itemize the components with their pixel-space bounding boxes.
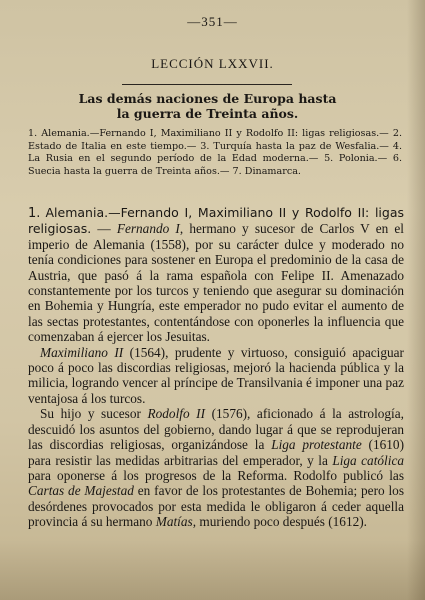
p3-part-a: Su hijo y sucesor	[40, 406, 148, 422]
page-shadow-bottom	[0, 540, 425, 600]
paragraph-2-text: (1564), prudente y virtuoso, consiguió apaciguar poco á poco las discordias religiosas, mejoró la hacienda pública y la milicia, logrando vencer al príncipe de Transilvania é imponer una paz ventajosa á los turcos.	[28, 344, 404, 406]
title-rule	[122, 84, 292, 85]
lesson-summary: 1. Alemania.—Fernando I, Maximiliano II y Rodolfo II: ligas religiosas.— 2. Estado de Italia en este tiempo.— 3. Turquía hasta la paz de Wesfalia.— 4. La Rusia en el segundo período de la Edad moderna.— 5. Polonia.— 6. Suecia hasta la guerra de Treinta años.— 7. Dinamarca.	[28, 128, 402, 177]
heading-dash: —	[91, 221, 111, 237]
paragraph-1	[28, 205, 404, 345]
name-matias: Matías	[155, 514, 193, 530]
subtitle-line-1: Las demás naciones de Europa hasta	[78, 91, 337, 106]
name-maximiliano: Maximiliano II	[40, 344, 124, 360]
p3-part-b: (1576), aficionado á la astrología, descuidó los asuntos del gobierno, dando lugar á que se reprodujeran las discordias religiosas, organizándose la	[28, 406, 404, 453]
paragraph-2	[28, 345, 404, 407]
name-rodolfo: Rodolfo II	[147, 406, 206, 422]
paragraph-1-text: , hermano y sucesor de Carlos V en el imperio de Alemania (1558), por su carácter dulce y moderado no tenía condiciones para sostener en Europa el predominio de la casa de Austria, que pasó á la rama española con Felipe II. Amenazado constantemente por los turcos y teniendo que asegurar su dominación en Bohemia y Hungría, este emperador no pudo evitar el aumento de las sectas protestantes, contentándose con oponerles la influencia que comenzaban á ejercer los Jesuitas.	[28, 221, 404, 345]
p3-part-f: , muriendo poco después (1612).	[192, 514, 368, 530]
section-text	[28, 205, 404, 530]
paragraph-3	[28, 406, 404, 529]
liga-protestante: Liga protestante	[271, 437, 362, 453]
lesson-subtitle	[30, 91, 385, 121]
section-heading: Alemania.—Fernando I, Maximiliano II y Rodolfo II: ligas religiosas.	[28, 205, 404, 237]
lesson-title: LECCIÓN LXXVII.	[151, 56, 274, 71]
page-shadow-right	[407, 0, 425, 600]
page-number: —351—	[187, 14, 238, 29]
section-number: 1.	[28, 206, 41, 221]
liga-catolica: Liga católica	[332, 452, 404, 468]
subtitle-line-2: la guerra de Treinta años.	[116, 106, 299, 121]
cartas-de-majestad: Cartas de Majestad	[28, 483, 134, 499]
p3-part-e: en favor de los protestantes de Bohemia; pero los desórdenes provocados por esta medida le obligaron á ceder aquella provincia á su hermano	[28, 483, 404, 530]
name-fernando: Fernando I	[116, 221, 180, 237]
p3-part-c: (1610) para resistir las medidas arbitrarias del emperador, y la	[28, 437, 404, 468]
p3-part-d: para oponerse á los progresos de la Reforma. Rodolfo publicó las	[28, 467, 404, 483]
